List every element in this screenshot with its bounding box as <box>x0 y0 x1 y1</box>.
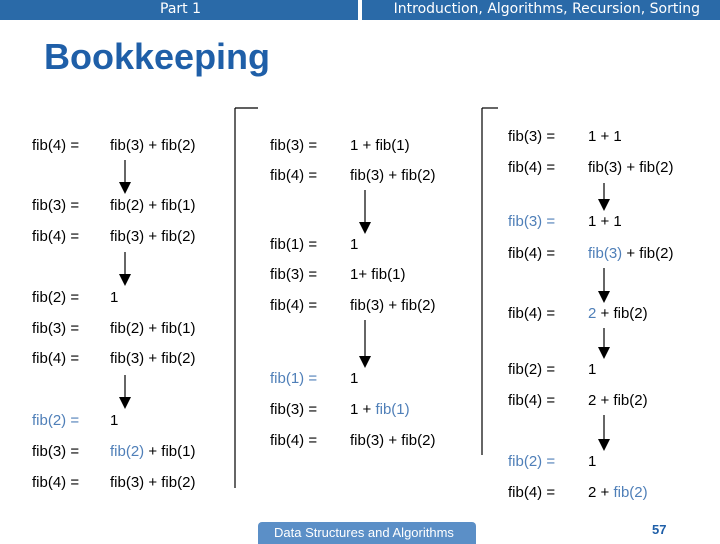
col3-b2-value-1: 1 + 1 <box>588 213 622 230</box>
col1-b3-value-1: 1 <box>110 289 119 306</box>
col3-b2-value-2-highlight: fib(3) <box>588 245 623 262</box>
col2-b3-value-1: 1 <box>350 370 359 387</box>
col2-b3-value-3: fib(3) + fib(2) <box>350 432 436 449</box>
col2-b3-value-2-highlight: fib(1) <box>375 401 410 418</box>
col2-b1-value-1: 1 + fib(1) <box>350 137 410 154</box>
col2-b2-label-1: fib(1) = <box>270 236 318 253</box>
col1-b1-label-1: fib(4) = <box>32 137 80 154</box>
col1-b2-value-2: fib(3) + fib(2) <box>110 228 196 245</box>
col3-b1-value-2: fib(3) + fib(2) <box>588 159 674 176</box>
col1-b2-value-1: fib(2) + fib(1) <box>110 197 196 214</box>
col1-b3-label-1: fib(2) = <box>32 289 80 306</box>
col3-b5-value-2-rest: 2 + <box>588 484 614 501</box>
col3-b5-label-2: fib(4) = <box>508 484 556 501</box>
col2-b1-label-2: fib(4) = <box>270 167 318 184</box>
course-label: Introduction, Algorithms, Recursion, Sorting <box>393 1 700 17</box>
col1-b4-value-2-highlight: fib(2) <box>110 443 145 460</box>
col3-b3-value-1-highlight: 2 <box>588 305 597 322</box>
col3-b3-value-1-rest: + fib(2) <box>596 305 648 322</box>
col1-b4-value-3: fib(3) + fib(2) <box>110 474 196 491</box>
col1-b4-label-3: fib(4) = <box>32 474 80 491</box>
col1-b4-value-2-rest: + fib(1) <box>144 443 196 460</box>
col3-b4-label-1: fib(2) = <box>508 361 556 378</box>
col1-b1-value-1: fib(3) + fib(2) <box>110 137 196 154</box>
col2-b2-value-3: fib(3) + fib(2) <box>350 297 436 314</box>
col2-b1-value-2: fib(3) + fib(2) <box>350 167 436 184</box>
col1-b2-label-2: fib(4) = <box>32 228 80 245</box>
footer-text: Data Structures and Algorithms <box>274 525 454 540</box>
col3-b4-label-2: fib(4) = <box>508 392 556 409</box>
col2-b2-value-1: 1 <box>350 236 359 253</box>
part-label: Part 1 <box>160 1 201 17</box>
col1-b3-label-2: fib(3) = <box>32 320 80 337</box>
col2-b1-label-1: fib(3) = <box>270 137 318 154</box>
col3-b2-label-1: fib(3) = <box>508 213 556 230</box>
col1-b3-value-2: fib(2) + fib(1) <box>110 320 196 337</box>
col1-b4-label-1: fib(2) = <box>32 412 80 429</box>
col2-b2-label-2: fib(3) = <box>270 266 318 283</box>
col3-b2-value-2-rest: + fib(2) <box>622 245 674 262</box>
col3-b1-value-1: 1 + 1 <box>588 128 622 145</box>
col1-b4-label-2: fib(3) = <box>32 443 80 460</box>
col2-b3-label-2: fib(3) = <box>270 401 318 418</box>
col2-b2-value-2: 1+ fib(1) <box>350 266 406 283</box>
col2-b2-label-3: fib(4) = <box>270 297 318 314</box>
page-number: 57 <box>652 522 667 537</box>
col3-b1-label-2: fib(4) = <box>508 159 556 176</box>
col1-b2-label-1: fib(3) = <box>32 197 80 214</box>
slide-title: Bookkeeping <box>44 36 271 77</box>
col3-b4-value-2: 2 + fib(2) <box>588 392 648 409</box>
col3-b5-label-1: fib(2) = <box>508 453 556 470</box>
col1-b3-label-3: fib(4) = <box>32 350 80 367</box>
col3-b4-value-1: 1 <box>588 361 597 378</box>
col1-b4-value-1: 1 <box>110 412 119 429</box>
col2-b3-value-2-rest: 1 + <box>350 401 376 418</box>
col3-b5-value-2-highlight: fib(2) <box>613 484 648 501</box>
col3-b3-label-1: fib(4) = <box>508 305 556 322</box>
col1-b3-value-3: fib(3) + fib(2) <box>110 350 196 367</box>
col2-b3-label-1: fib(1) = <box>270 370 318 387</box>
col3-b1-label-1: fib(3) = <box>508 128 556 145</box>
col3-b5-value-1: 1 <box>588 453 597 470</box>
col3-b2-label-2: fib(4) = <box>508 245 556 262</box>
col2-b3-label-3: fib(4) = <box>270 432 318 449</box>
